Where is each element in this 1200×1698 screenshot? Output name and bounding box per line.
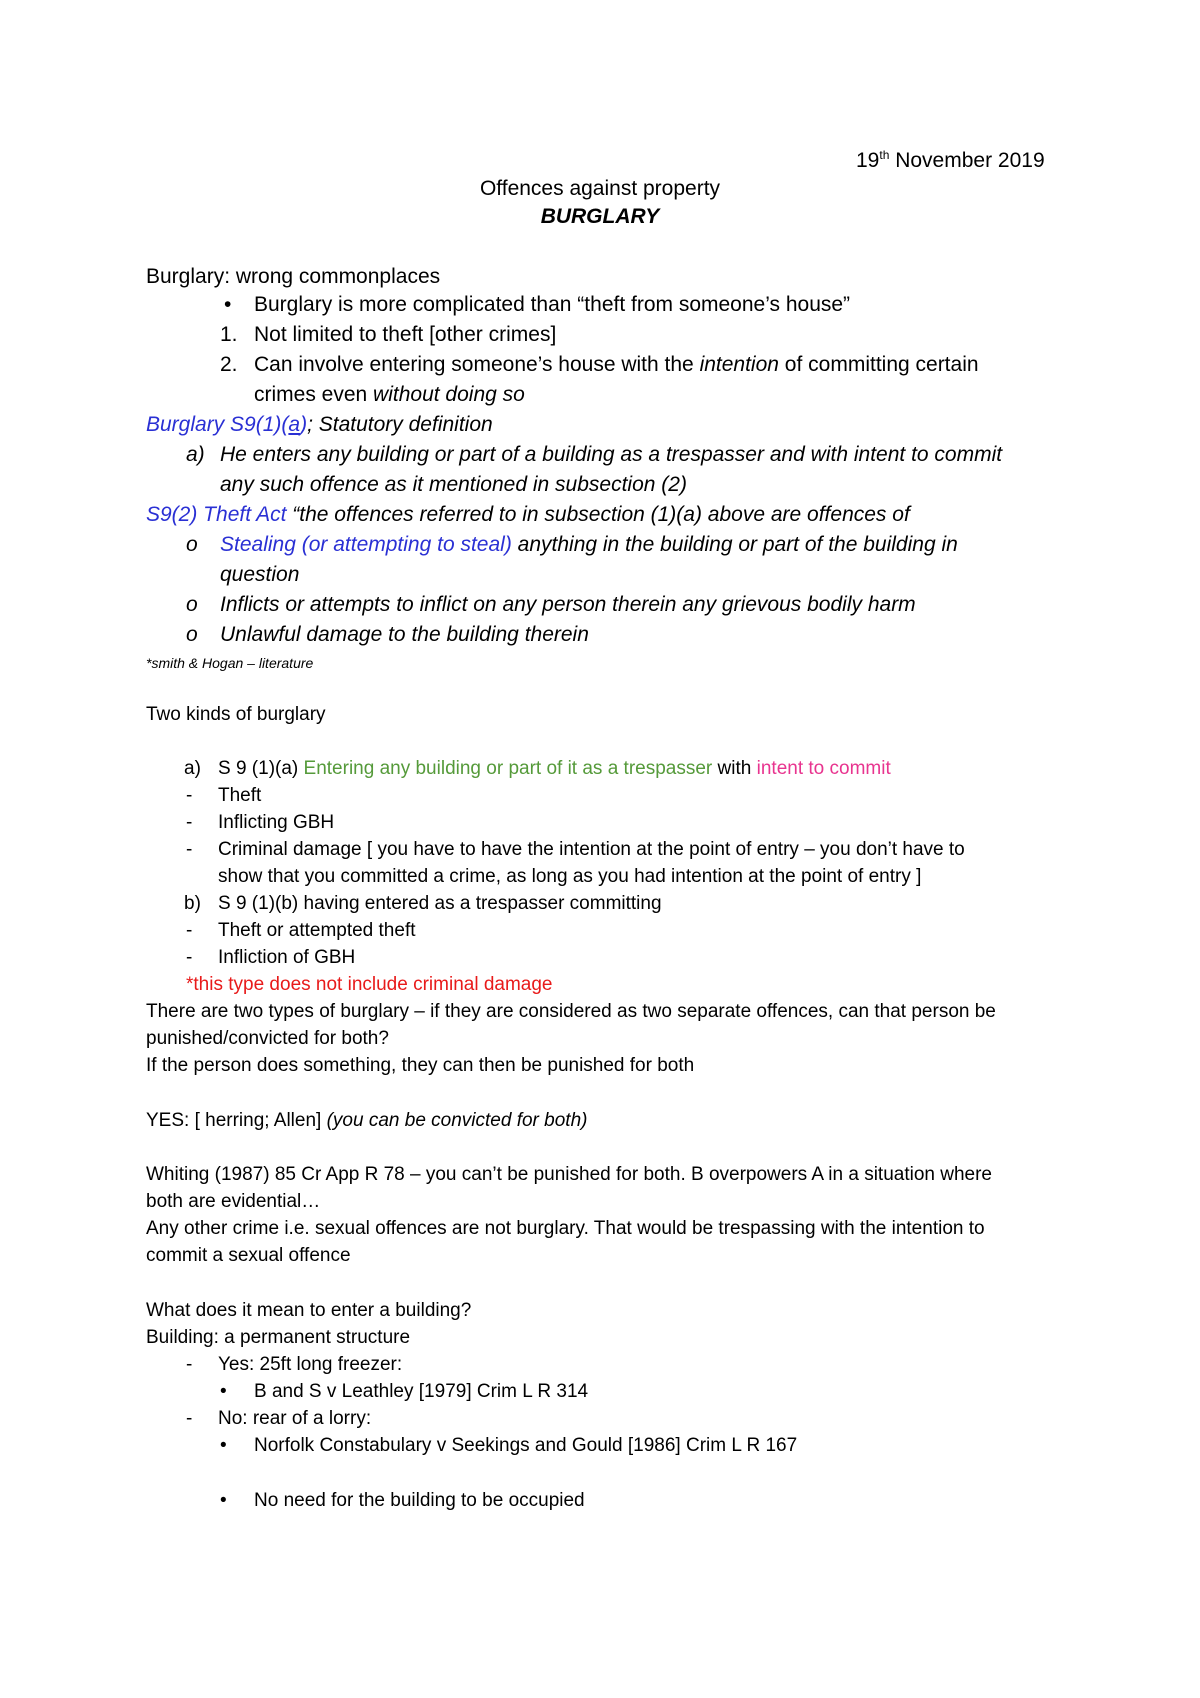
text-run: ) — [300, 413, 308, 436]
number-marker: 1. — [220, 323, 238, 346]
document-subtitle: BURGLARY — [540, 205, 660, 228]
text-run: S 9 (1)(a) — [218, 758, 304, 779]
kinds-a-dash-item-text: Theft — [218, 785, 262, 806]
bullet-marker: • — [220, 1381, 227, 1402]
circle-marker: o — [186, 593, 198, 616]
s91a-item-a-continued: any such offence as it mentioned in subsection (2) — [220, 473, 687, 496]
dash-marker: - — [186, 1408, 193, 1429]
circle-marker: o — [186, 533, 198, 556]
kinds-a-dash-item-continued: show that you committed a crime, as long as you had intention at the point of entry ] — [218, 866, 922, 887]
building-definition: Building: a permanent structure — [146, 1327, 411, 1348]
s92-item-1-text — [220, 530, 958, 560]
document-date — [856, 146, 1045, 176]
dash-marker: - — [186, 947, 193, 968]
dash-marker: - — [186, 812, 193, 833]
bullet-marker: • — [224, 293, 232, 316]
s92-reference: S9(2) Theft Act — [146, 503, 287, 526]
dash-marker: - — [186, 839, 193, 860]
commonplaces-item-1-text: Not limited to theft [other crimes] — [254, 323, 557, 346]
commonplaces-heading: Burglary: wrong commonplaces — [146, 265, 441, 288]
s92-heading-rest: “the offences referred to in subsection (1)(a) above are offences of — [286, 503, 910, 526]
text-run-italic: intention — [699, 353, 779, 376]
text-run-blue: Stealing (or attempting to steal) — [220, 533, 512, 556]
commonplaces-bullet-text: Burglary is more complicated than “theft from someone’s house” — [254, 293, 851, 316]
s92-item-2-text: Inflicts or attempts to inflict on any person therein any grievous bodily harm — [220, 593, 916, 616]
kinds-b-dash-item-text: Theft or attempted theft — [218, 920, 416, 941]
text-run: YES: [ herring; Allen] — [146, 1110, 327, 1131]
other-crime-line-2: commit a sexual offence — [146, 1245, 351, 1266]
date-suffix: th — [879, 148, 890, 162]
s92-item-1-continued: question — [220, 563, 300, 586]
building-occupied-text: No need for the building to be occupied — [254, 1490, 585, 1511]
dash-marker: - — [186, 920, 193, 941]
text-run-italic: (you can be convicted for both) — [326, 1110, 588, 1131]
two-types-paragraph-line-2: punished/convicted for both? — [146, 1028, 389, 1049]
two-types-paragraph-line-1: There are two types of burglary – if they are considered as two separate offences, can that person be — [146, 1001, 996, 1022]
text-run: with — [712, 758, 757, 779]
text-run-green: Entering any building or part of it as a trespasser — [303, 758, 713, 779]
text-run: Can involve entering someone’s house with the — [254, 353, 700, 376]
dash-marker: - — [186, 785, 193, 806]
yes-line — [146, 1109, 587, 1133]
circle-marker: o — [186, 623, 198, 646]
date-day: 19 — [856, 149, 880, 172]
letter-marker: a) — [186, 443, 205, 466]
whiting-line-2: both are evidential… — [146, 1191, 321, 1212]
text-run: Burglary S9(1)( — [146, 413, 289, 436]
text-run: anything in the building or part of the building in — [511, 533, 958, 556]
kinds-a-dash-item-text: Inflicting GBH — [218, 812, 335, 833]
number-marker: 2. — [220, 353, 238, 376]
criminal-damage-note: *this type does not include criminal damage — [186, 974, 553, 995]
text-run-pink: intent to commit — [756, 758, 891, 779]
s91a-heading-rest: ; Statutory definition — [307, 413, 493, 436]
literature-note: *smith & Hogan – literature — [146, 655, 314, 671]
kinds-item-a-text — [218, 757, 891, 781]
document-title: Offences against property — [479, 177, 721, 200]
s91a-heading — [146, 410, 493, 440]
other-crime-line-1: Any other crime i.e. sexual offences are not burglary. That would be trespassing with the intention to — [146, 1218, 985, 1239]
letter-marker: a) — [184, 758, 201, 779]
s92-heading — [146, 500, 910, 530]
text-run: of committing certain — [778, 353, 979, 376]
punished-for-both-line: If the person does something, they can then be punished for both — [146, 1055, 695, 1076]
kinds-b-dash-item-text: Infliction of GBH — [218, 947, 356, 968]
building-yes-case-text: B and S v Leathley [1979] Crim L R 314 — [254, 1381, 589, 1402]
building-no-text: No: rear of a lorry: — [218, 1408, 372, 1429]
s92-item-3-text: Unlawful damage to the building therein — [220, 623, 589, 646]
kinds-item-b-text: S 9 (1)(b) having entered as a trespasser committing — [218, 893, 662, 914]
kinds-a-dash-item-text: Criminal damage [ you have to have the intention at the point of entry – you don’t have to — [218, 839, 965, 860]
dash-marker: - — [186, 1354, 193, 1375]
kinds-heading: Two kinds of burglary — [146, 704, 326, 725]
building-no-case-text: Norfolk Constabulary v Seekings and Gould [1986] Crim L R 167 — [254, 1435, 798, 1456]
letter-marker: b) — [184, 893, 201, 914]
text-run-underlined: a — [288, 413, 301, 436]
whiting-line-1: Whiting (1987) 85 Cr App R 78 – you can’t be punished for both. B overpowers A in a situation where — [146, 1164, 993, 1185]
bullet-marker: • — [220, 1435, 227, 1456]
bullet-marker: • — [220, 1490, 227, 1511]
commonplaces-item-2-text — [254, 350, 979, 380]
commonplaces-item-2-continued — [254, 380, 525, 410]
building-question: What does it mean to enter a building? — [146, 1300, 472, 1321]
s91a-item-a-text: He enters any building or part of a building as a trespasser and with intent to commit — [220, 443, 1003, 466]
building-yes-text: Yes: 25ft long freezer: — [218, 1354, 403, 1375]
date-rest: November 2019 — [889, 149, 1045, 172]
text-run: crimes even — [254, 383, 374, 406]
s91a-reference — [146, 413, 307, 436]
text-run-italic: without doing so — [373, 383, 525, 406]
